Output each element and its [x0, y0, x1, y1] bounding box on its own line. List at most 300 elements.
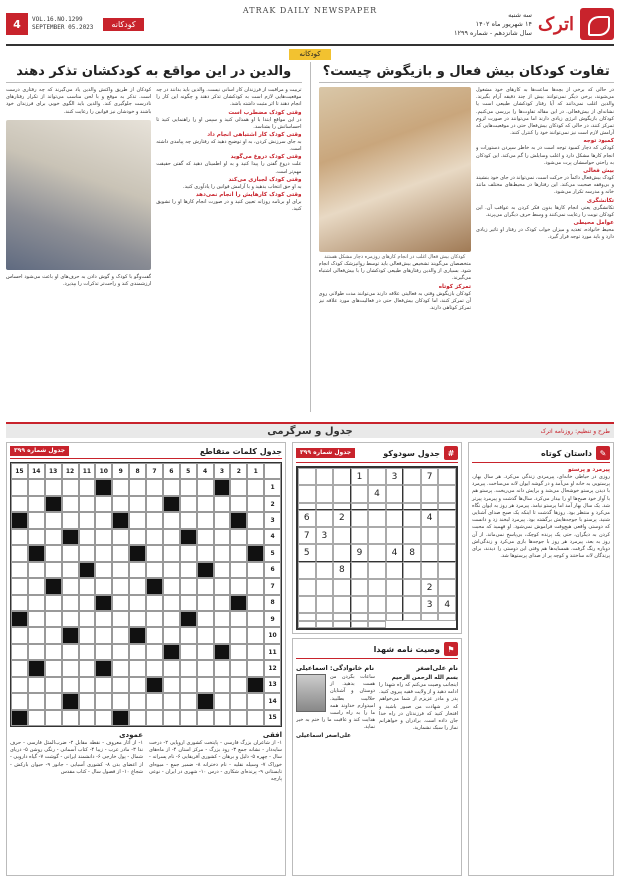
crossword-cell [197, 595, 214, 611]
sudoku-title: جدول سودوکو [383, 448, 440, 458]
sudoku-cell [333, 485, 351, 502]
crossword-cell [180, 627, 197, 643]
crossword-cell [214, 562, 231, 578]
will-name: نام علی‌اصغر [416, 664, 458, 672]
crossword-cell [247, 512, 264, 528]
crossword-col-number: 3 [214, 463, 231, 479]
sudoku-cell [316, 562, 334, 579]
sudoku-cell [438, 562, 456, 579]
crossword-cell [62, 710, 79, 726]
crossword-row-number: 5 [264, 545, 281, 561]
crossword-cell [62, 529, 79, 545]
crossword-cell [214, 479, 231, 495]
crossword-cell [197, 479, 214, 495]
sudoku-cell [386, 579, 404, 596]
top-tag-label: کودکانه [289, 49, 330, 60]
crossword-cell [45, 595, 62, 611]
crossword-cell [180, 611, 197, 627]
sudoku-cell: 4 [421, 510, 439, 527]
crossword-cell [146, 644, 163, 660]
subhead: وقتی کودک لجبازی می‌کند [228, 176, 302, 183]
crossword-cell [163, 710, 180, 726]
martyr-portrait [296, 674, 326, 712]
crossword-cell [129, 644, 146, 660]
crossword-cell [146, 562, 163, 578]
crossword-col-number: 1 [247, 463, 264, 479]
crossword-cell [214, 529, 231, 545]
crossword-col-number: 8 [129, 463, 146, 479]
crossword-cell [129, 660, 146, 676]
crossword-cell [180, 644, 197, 660]
crossword-cell [95, 496, 112, 512]
crossword-cell [180, 677, 197, 693]
crossword-cell [146, 529, 163, 545]
flag-icon: ⚑ [444, 642, 458, 656]
crossword-cell [163, 479, 180, 495]
crossword-cell [214, 496, 231, 512]
sudoku-cell [403, 485, 421, 502]
crossword-col-number: 5 [180, 463, 197, 479]
sudoku-cell [351, 613, 369, 620]
crossword-cell [62, 578, 79, 594]
crossword-cell [146, 693, 163, 709]
crossword-cell [79, 611, 96, 627]
crossword-cell [247, 595, 264, 611]
subhead: وقتی کودک کارهایش را انجام نمی‌دهد [195, 192, 302, 199]
story-body: روزی در حیاطی خانه‌ای، پیرمردی زندگی می‌کرد. هر سال بهار، پرستویی به خانه او می‌آمد و در گوشه ایوان لانه می‌ساخت. پیرمرد با دیدن پرستو خوشحال می‌شد و برایش دانه می‌ریخت. پرستو هم با آواز خود صبح‌ها او را بیدار می‌کرد. سال‌ها گذشت و پیرمرد پیرتر شد. یک سال بهار آمد اما پرستو نیامد. پیرمرد هر روز به ایوان نگاه می‌کرد و منتظر بود. روزها گذشت تا اینکه یک صبح صدای آشنایی شنید. پرستو با جوجه‌هایش برگشته بود. پیرمرد لبخند زد و دانست که دوستی واقعی هیچ‌وقت فراموش نمی‌شود. او فهمید که محبت کردن به دیگران، حتی یک پرنده کوچک، بی‌پاسخ نمی‌ماند. از آن روز به بعد، پیرمرد هر روز با جوجه‌ها بازی می‌کرد و زندگی‌اش دوباره رنگ گرفت. همسایه‌ها هم وقتی این دوستی را دیدند، برای پرندگان لانه ساختند و کوچه پر از صدای پرستوها شد. [472, 474, 610, 560]
crossword-cell [62, 660, 79, 676]
crossword-cell [214, 644, 231, 660]
sudoku-column [292, 442, 462, 876]
crossword-col-number: 15 [11, 463, 28, 479]
crossword-cell [79, 512, 96, 528]
crossword-cell [230, 479, 247, 495]
crossword-cell [214, 710, 231, 726]
book-icon: ✎ [596, 446, 610, 460]
crossword-cell [11, 677, 28, 693]
article-body: برای او برنامه روزانه تعیین کنید و در صورت انجام کارها او را تشویق کنید. [156, 199, 302, 213]
will-opening: بسم الله الرحمن الرحیم [391, 675, 458, 681]
top-articles [6, 62, 614, 412]
date-en: SEPTEMBER 05.2023 [32, 24, 94, 31]
crossword-cell [11, 545, 28, 561]
crossword-cell [28, 512, 45, 528]
crossword-row-number: 2 [264, 496, 281, 512]
crossword-cell [28, 578, 45, 594]
crossword-cell [62, 496, 79, 512]
crossword-cell [112, 562, 129, 578]
crossword-col-number: 6 [163, 463, 180, 479]
crossword-cell [247, 644, 264, 660]
crossword-cell [45, 496, 62, 512]
sudoku-cell [438, 510, 456, 527]
crossword-cell [95, 562, 112, 578]
crossword-cell [11, 562, 28, 578]
article-body: تکانشگری یعنی انجام کارها بدون فکر کردن به عواقب آن. این کودکان نوبت را رعایت نمی‌کنند و وسط حرف دیگران می‌پرند. [476, 204, 614, 218]
crossword-cell [11, 512, 28, 528]
sudoku-cell [403, 596, 421, 613]
crossword-cell [247, 693, 264, 709]
masthead-left [6, 4, 144, 44]
story-header [472, 446, 610, 463]
sudoku-cell [351, 485, 369, 502]
crossword-cell [112, 611, 129, 627]
sudoku-cell [351, 579, 369, 596]
crossword-cell [146, 627, 163, 643]
crossword-cell [28, 479, 45, 495]
crossword-cell [247, 545, 264, 561]
article-column [319, 87, 472, 412]
sudoku-cell [333, 621, 351, 628]
article-photo [6, 120, 151, 270]
crossword-cell [180, 660, 197, 676]
sudoku-cell [351, 503, 369, 510]
crossword-cell [163, 512, 180, 528]
crossword-cell [180, 562, 197, 578]
crossword-cell [180, 479, 197, 495]
crossword-cell [214, 611, 231, 627]
sudoku-cell: 4 [438, 596, 456, 613]
sudoku-cell [368, 596, 386, 613]
will-column [296, 674, 375, 872]
crossword-corner [264, 463, 281, 479]
crossword-cell [163, 562, 180, 578]
crossword-cell [230, 644, 247, 660]
crossword-cell [197, 512, 214, 528]
issue-number: سال شانزدهم - شماره ۱۲۹۹ [454, 28, 532, 37]
sudoku-cell: 3 [421, 596, 439, 613]
crossword-cell [112, 627, 129, 643]
sudoku-cell: 3 [316, 527, 334, 544]
page-number: 4 [6, 13, 28, 35]
crossword-cell [197, 611, 214, 627]
crossword-cell [62, 627, 79, 643]
crossword-cell [112, 545, 129, 561]
crossword-cell [129, 479, 146, 495]
crossword-box [6, 442, 286, 876]
article-photo [319, 87, 472, 252]
crossword-cell [197, 677, 214, 693]
crossword-col-number: 7 [146, 463, 163, 479]
crossword-cell [11, 660, 28, 676]
photo-caption: کودکان بیش فعال اغلب در انجام کارهای روزمره دچار مشکل هستند [324, 254, 466, 260]
crossword-cell [62, 545, 79, 561]
crossword-col-number: 13 [45, 463, 62, 479]
crossword-cell [230, 529, 247, 545]
crossword-cell [79, 479, 96, 495]
article-body: علت دروغ گفتن را پیدا کنید و به او اطمینان دهید که گفتن حقیقت مهم‌تر است. [156, 161, 302, 175]
crossword-cell [129, 529, 146, 545]
sudoku-cell [403, 527, 421, 544]
sudoku-cell [333, 544, 351, 561]
crossword-cell [28, 496, 45, 512]
sudoku-cell: 6 [298, 510, 316, 527]
crossword-cell [230, 693, 247, 709]
clues-down [10, 731, 143, 876]
article-body: تربیت و مراقبت از فرزندان کار آسانی نیست. والدین باید بدانند در چه موقعیت‌هایی لازم است به کودکشان تذکر دهند و چگونه این کار را انجام دهند تا اثر مثبت داشته باشد. [156, 87, 302, 108]
crossword-cell [247, 710, 264, 726]
crossword-cell [180, 710, 197, 726]
will-header [296, 642, 458, 659]
sudoku-cell [438, 468, 456, 485]
sudoku-cell [438, 527, 456, 544]
sudoku-cell [368, 510, 386, 527]
article-parents [6, 62, 302, 412]
crossword-cell [163, 693, 180, 709]
section-title: جدول و سرگرمی [267, 425, 353, 437]
crossword-cell [230, 627, 247, 643]
crossword-cell [163, 677, 180, 693]
article-body: کودکان بازیگوش وقتی به فعالیتی علاقه دارند می‌توانند مدت طولانی روی آن تمرکز کنند، اما کودکان بیش‌فعال حتی در فعالیت‌های مورد علاقه نیز تمرکز کوتاهی دارند. [318, 290, 472, 312]
crossword-cell [62, 512, 79, 528]
puzzle-section-bar [6, 422, 614, 438]
crossword-cell [197, 710, 214, 726]
sudoku-cell: 2 [333, 510, 351, 527]
crossword-cell [129, 578, 146, 594]
sudoku-cell [438, 544, 456, 561]
sudoku-cell [333, 503, 351, 510]
crossword-cell [95, 479, 112, 495]
crossword-cell [45, 710, 62, 726]
crossword-cell [45, 660, 62, 676]
sudoku-cell: 9 [351, 544, 369, 561]
crossword-cell [62, 479, 79, 495]
crossword-cell [230, 710, 247, 726]
sudoku-cell [333, 579, 351, 596]
sudoku-badge: جدول شماره ۳۹۹ [296, 448, 355, 458]
article-body: در حالی که برخی از بچه‌ها ساعت‌ها به کارهای خود مشغول می‌شوند، برخی دیگر نمی‌توانند بیش از چند دقیقه آرام بگیرند. والدین اغلب نمی‌دانند که آیا رفتار کودکشان طبیعی است یا نشانه‌ای از بیش‌فعالی. در این مقاله تفاوت‌ها را بررسی می‌کنیم. کودکان بازیگوش انرژی زیادی دارند اما می‌توانند در صورت لزوم تمرکز کنند، در حالی که کودکان بیش‌فعال حتی در موقعیت‌هایی که آرامش لازم است نیز نمی‌توانند خود را کنترل کنند. [476, 87, 614, 137]
sudoku-cell [351, 527, 369, 544]
crossword-cell [28, 529, 45, 545]
crossword-cell [79, 677, 96, 693]
sudoku-cell [438, 613, 456, 620]
crossword-cell [197, 545, 214, 561]
crossword-cell [62, 644, 79, 660]
newspaper-logo-icon [580, 8, 614, 40]
crossword-cell [11, 644, 28, 660]
crossword-cell [112, 529, 129, 545]
crossword-cell [11, 693, 28, 709]
crossword-cell [11, 595, 28, 611]
crossword-cell [112, 693, 129, 709]
crossword-cell [45, 693, 62, 709]
sudoku-cell [316, 510, 334, 527]
sudoku-cell [403, 562, 421, 579]
will-body: اینجانب وصیت می‌کنم که راه شهدا را ادامه دهید و از ولایت فقیه پیروی کنید. پدر و مادر عزیزم از شما می‌خواهم که در شهادت من صبور باشید و افتخار کنید که فرزندتان در راه خدا جان داده است. برادران و خواهرانم نماز را سبک نشمارید. [379, 682, 458, 732]
crossword-cell [214, 595, 231, 611]
crossword-cell [197, 627, 214, 643]
crossword-row-number: 15 [264, 710, 281, 726]
crossword-cell [95, 710, 112, 726]
subhead: تکانشگری [586, 197, 614, 204]
sudoku-cell [403, 510, 421, 527]
sudoku-cell [403, 468, 421, 485]
crossword-cell [129, 562, 146, 578]
sudoku-cell [386, 596, 404, 613]
sudoku-cell [298, 485, 316, 502]
puzzle-section [6, 442, 614, 876]
sudoku-cell: 7 [298, 527, 316, 544]
crossword-cell [146, 595, 163, 611]
crossword-col-number: 14 [28, 463, 45, 479]
crossword-cell [230, 562, 247, 578]
article-title: والدین در این مواقع به کودکشان تذکر دهند [6, 62, 302, 83]
crossword-cell [112, 677, 129, 693]
crossword-title: جدول کلمات متقاطع [199, 446, 282, 456]
crossword-cell [45, 562, 62, 578]
crossword-cell [230, 677, 247, 693]
crossword-cell [247, 562, 264, 578]
sudoku-cell [386, 613, 404, 620]
masthead-right [454, 8, 614, 40]
crossword-cell [230, 578, 247, 594]
sudoku-cell [316, 503, 334, 510]
crossword-cell [146, 660, 163, 676]
crossword-cell [95, 545, 112, 561]
crossword-row-number: 8 [264, 595, 281, 611]
crossword-cell [214, 512, 231, 528]
sudoku-cell [333, 613, 351, 620]
sudoku-header [296, 446, 458, 463]
article-body: کودک بیش‌فعال دائماً در حرکت است، نمی‌تواند در جای خود بنشیند و بی‌وقفه صحبت می‌کند. این رفتارها در محیط‌های مختلف مانند خانه و مدرسه تکرار می‌شود. [476, 175, 614, 196]
crossword-cell [197, 496, 214, 512]
crossword-cell [146, 677, 163, 693]
crossword-cell [62, 677, 79, 693]
crossword-cell [180, 545, 197, 561]
sudoku-cell [386, 485, 404, 502]
will-signature: علی‌اصغر اسماعیلی [296, 732, 351, 739]
crossword-cell [197, 693, 214, 709]
sudoku-cell [368, 544, 386, 561]
sudoku-cell [438, 503, 456, 510]
sudoku-cell: 4 [368, 485, 386, 502]
crossword-cell [112, 644, 129, 660]
sudoku-cell [421, 485, 439, 502]
sudoku-cell [316, 485, 334, 502]
article-body: متخصصان می‌گویند تشخیص بیش‌فعالی باید توسط روانپزشک کودک انجام شود. بسیاری از والدین رفتارهای طبیعی کودکشان را با بیش‌فعالی اشتباه می‌گیرند. [318, 261, 472, 282]
crossword-cell [247, 627, 264, 643]
crossword-col-number: 12 [62, 463, 79, 479]
crossword-cell [28, 595, 45, 611]
sudoku-cell: 8 [333, 562, 351, 579]
crossword-cell [163, 578, 180, 594]
crossword-cell [163, 644, 180, 660]
crossword-cell [28, 644, 45, 660]
sudoku-cell [351, 562, 369, 579]
crossword-cell [146, 479, 163, 495]
crossword-cell [247, 529, 264, 545]
article-column [156, 87, 301, 412]
crossword-cell [112, 578, 129, 594]
crossword-row-number: 6 [264, 562, 281, 578]
sudoku-cell [403, 613, 421, 620]
crossword-cell [79, 644, 96, 660]
article-body: کودکان از طریق واکنش والدین یاد می‌گیرند که چه رفتاری درست است. تذکر به موقع و با لحن مناسب می‌تواند از تکرار رفتارهای نادرست جلوگیری کند. والدین باید الگوی خوبی برای فرزندان خود باشند و خودشان نیز قوانین را رعایت کنند. [6, 87, 152, 115]
crossword-cell [79, 578, 96, 594]
crossword-cell [95, 611, 112, 627]
crossword-cell [79, 545, 96, 561]
sudoku-cell [403, 579, 421, 596]
crossword-cell [180, 512, 197, 528]
will-title: وصیت نامه شهدا [373, 644, 440, 654]
sudoku-cell [316, 468, 334, 485]
crossword-cell [230, 595, 247, 611]
sudoku-cell [316, 544, 334, 561]
sudoku-cell [316, 579, 334, 596]
sudoku-cell: 1 [351, 468, 369, 485]
crossword-cell [28, 693, 45, 709]
sudoku-cell [421, 613, 439, 620]
article-body: گفت‌وگو با کودک و گوش دادن به حرف‌های او باعث می‌شود احساس ارزشمندی کند و راحت‌تر تذکرات را بپذیرد. [6, 273, 152, 288]
sudoku-cell [368, 503, 386, 510]
crossword-cell [28, 710, 45, 726]
crossword-cell [79, 496, 96, 512]
top-tag [6, 49, 614, 60]
section-tag: کودکانه [103, 18, 143, 31]
sudoku-cell: 8 [403, 544, 421, 561]
sudoku-cell [438, 485, 456, 502]
crossword-cell [180, 578, 197, 594]
weekday: سه شنبه [508, 10, 532, 19]
sudoku-cell [438, 579, 456, 596]
clues-down-body: ۱- از آثار معروف - نقطه مقابل ۲- ضرب‌المثل فارسی - حرف ندا ۳- مادر عرب - زیبا ۴- کتاب آسمانی - رنگی روشن ۵- دریای شمال - پول خارجی ۶- دانشمند ایرانی - گوشت ۷- گیاه دارویی - از اعضای بدن ۸- کشوری آسیایی - جانور ۹- حیوان بارکش - شجاع ۱۰- از فصول سال - کتاب مقدس [10, 740, 143, 775]
subhead: کمبود توجه [583, 138, 614, 145]
crossword-cell [146, 545, 163, 561]
story-title: داستان کوتاه [541, 448, 592, 458]
crossword-cell [79, 595, 96, 611]
crossword-cell [214, 545, 231, 561]
crossword-cell [180, 529, 197, 545]
article-body: در این مواقع ابتدا با او همدلی کنید و سپس او را راهنمایی کنید تا احساساتش را بشناسد. [156, 116, 302, 130]
subhead: وقتی کودک مضطرب است [228, 109, 302, 116]
crossword-cell [45, 545, 62, 561]
crossword-cell [129, 611, 146, 627]
crossword-clues [10, 731, 282, 876]
crossword-cell [112, 512, 129, 528]
sudoku-cell [298, 579, 316, 596]
crossword-cell [79, 627, 96, 643]
crossword-cell [11, 529, 28, 545]
crossword-row-number: 10 [264, 627, 281, 643]
across-head: افقی [262, 731, 282, 739]
crossword-cell [28, 627, 45, 643]
crossword-cell [197, 578, 214, 594]
crossword-cell [95, 644, 112, 660]
crossword-cell [79, 562, 96, 578]
crossword-col-number: 11 [79, 463, 96, 479]
sudoku-cell: 3 [386, 468, 404, 485]
subhead: وقتی کودک دروغ می‌گوید [230, 154, 302, 161]
will-column [379, 674, 458, 872]
crossword-cell [129, 693, 146, 709]
clues-across-body: ۱- از شاعران بزرگ فارسی - پایتخت کشوری اروپایی ۲- درخت سایه‌دار - نشانه جمع ۳- رود بزرگ - مرکز استان ۴- از ماه‌های سال - چهره ۵- دلیل و برهان - کشوری آفریقایی ۶- نام پسرانه - خوراک ۷- وسیله نقلیه - نام دخترانه ۸- ضمیر جمع - میوه‌ای تابستانی ۹- پرنده‌ای شکاری - درس ۱۰- شهری در ایران - نوعی پارچه [149, 740, 282, 783]
crossword-cell [197, 562, 214, 578]
sudoku-cell [368, 613, 386, 620]
article-hyperactive [319, 62, 615, 412]
sudoku-cell [421, 527, 439, 544]
crossword-cell [214, 578, 231, 594]
crossword-grid [10, 462, 282, 727]
clues-across [149, 731, 282, 876]
crossword-cell [95, 660, 112, 676]
sudoku-cell [333, 596, 351, 613]
story-subtitle: پیرمرد و پرستو [568, 467, 610, 473]
crossword-cell [45, 677, 62, 693]
crossword-cell [129, 627, 146, 643]
crossword-cell [163, 529, 180, 545]
crossword-col-number: 2 [230, 463, 247, 479]
crossword-badge: جدول شماره ۳۹۹ [10, 446, 69, 456]
